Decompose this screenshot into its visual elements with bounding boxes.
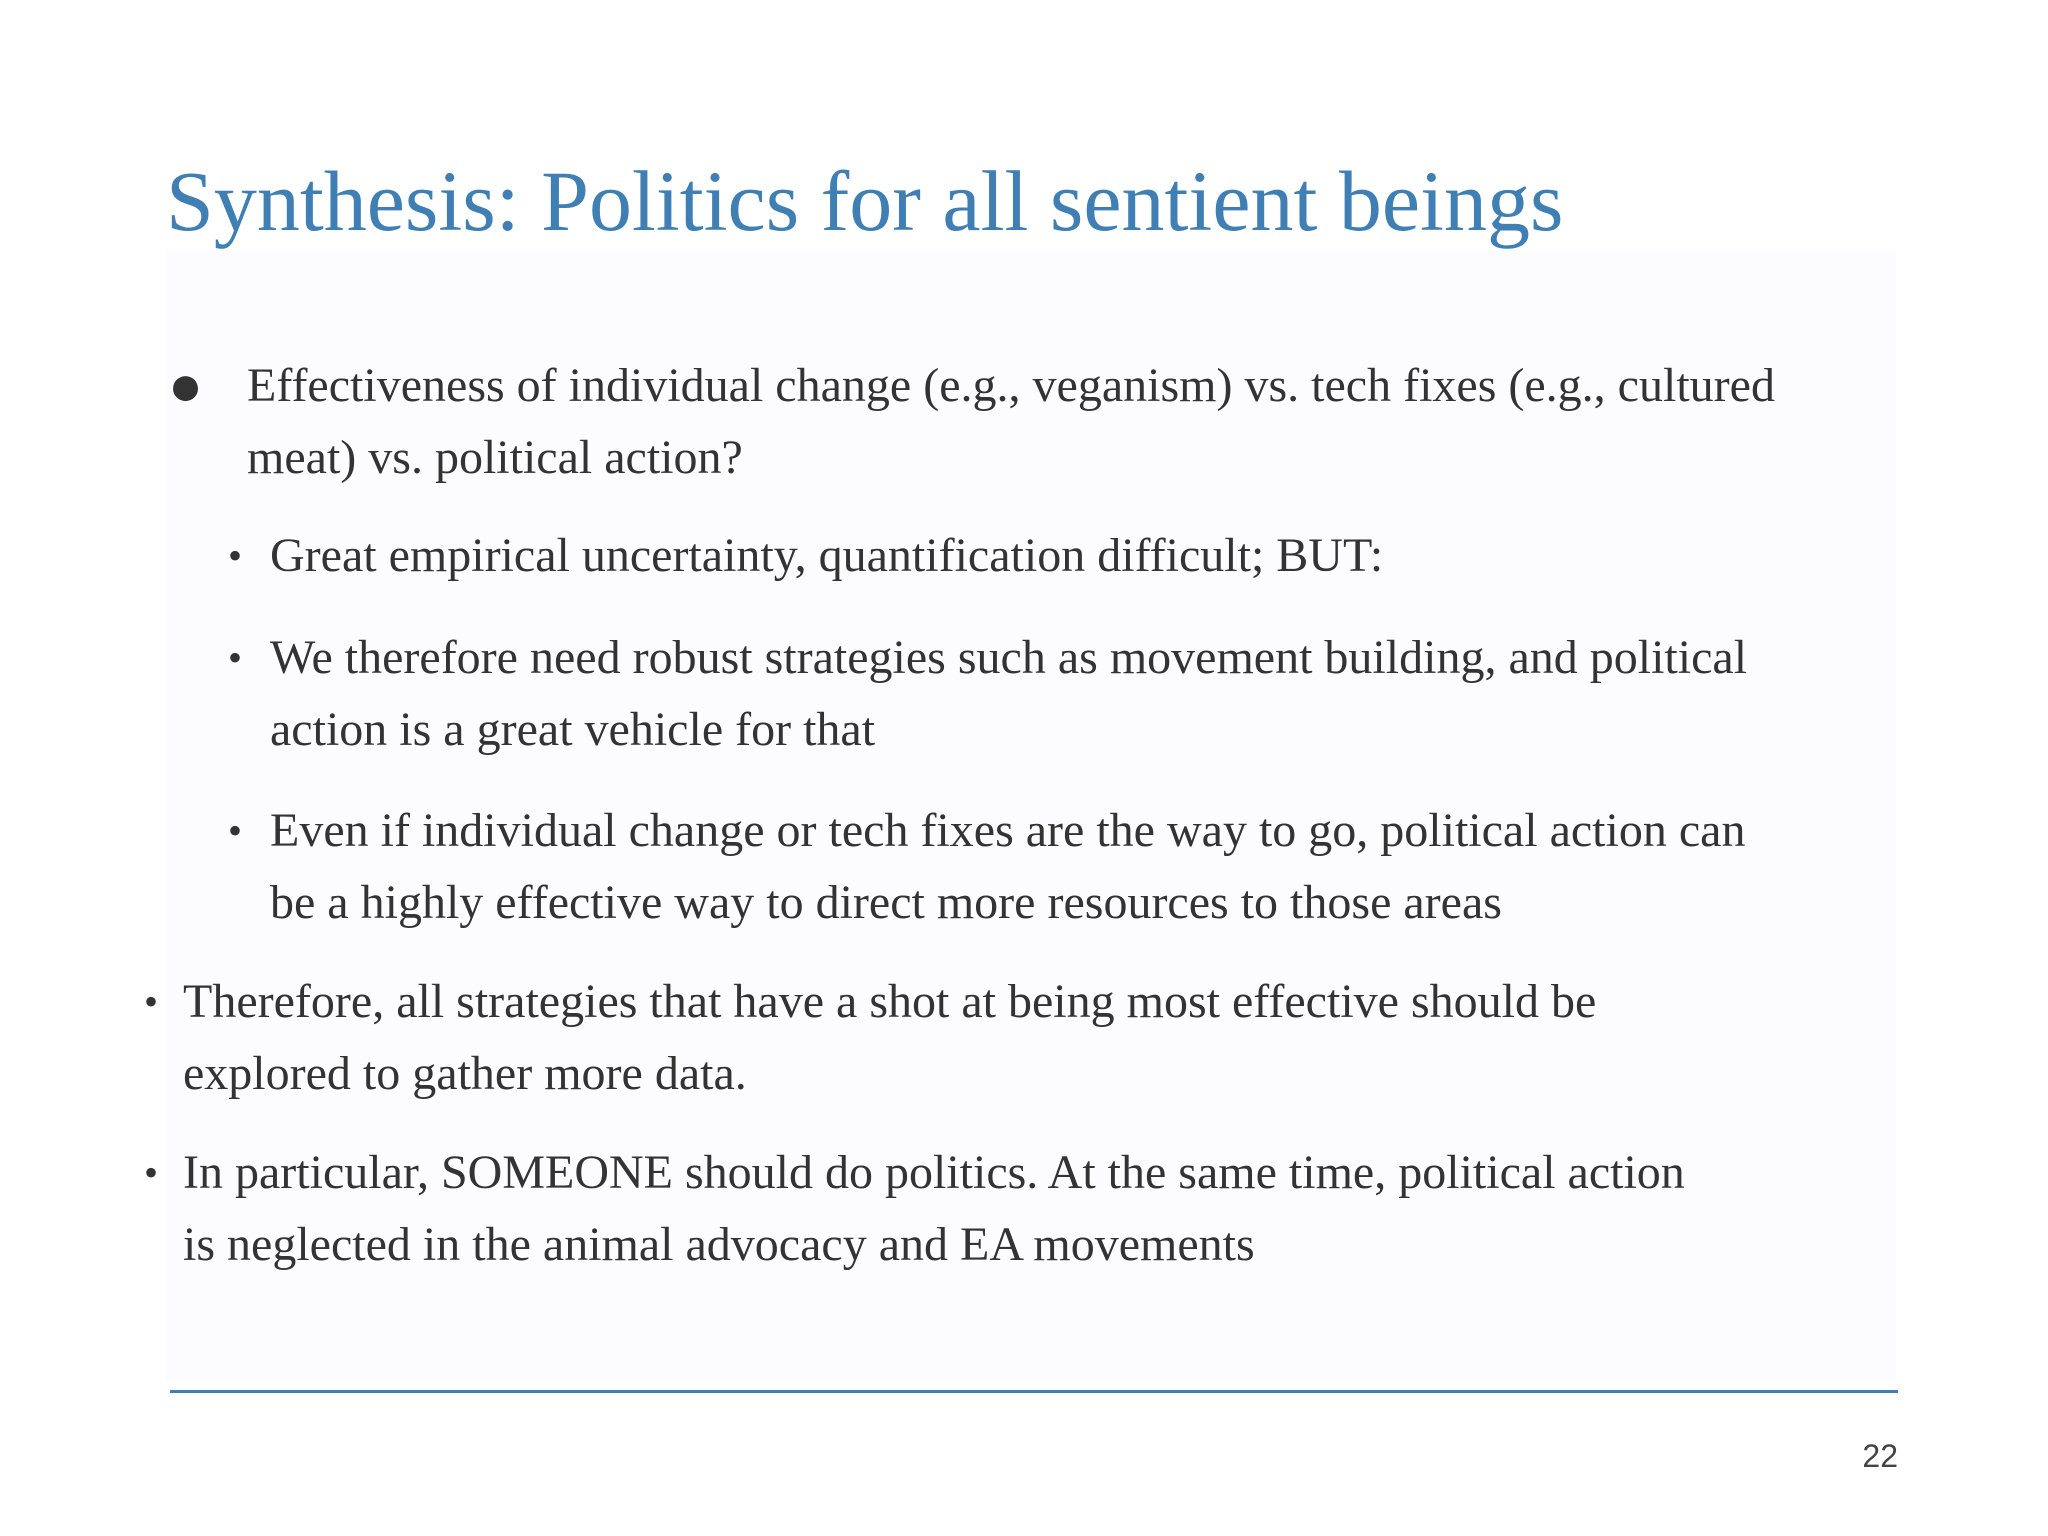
bullet-text-effectiveness: Effectiveness of individual change (e.g., veganism) vs. tech fixes (e.g., cultured meat) vs. political action? [247, 359, 1775, 484]
bullet-text-someone-politics: In particular, SOMEONE should do politics. At the same time, political action is neglected in the animal advocacy and EA movements [183, 1146, 1685, 1271]
slide-title: Synthesis: Politics for all sentient beings [166, 153, 1564, 249]
bullet-item-explore-strategies [183, 966, 1743, 1110]
sub-bullet-marker-2: • [228, 635, 243, 680]
sub-bullet-item-resources [270, 795, 1800, 939]
page-number: 22 [1862, 1438, 1898, 1474]
sub-bullet-text-uncertainty: Great empirical uncertainty, quantification difficult; BUT: [270, 529, 1384, 582]
sub-bullet-text-resources: Even if individual change or tech fixes are the way to go, political action can be a highly effective way to direct more resources to those areas [270, 804, 1746, 929]
bullet-text-explore-strategies: Therefore, all strategies that have a shot at being most effective should be explored to gather more data. [183, 975, 1597, 1100]
bullet-marker-3: • [144, 1150, 159, 1195]
bullet-marker-1: ● [168, 353, 204, 418]
bullet-item-effectiveness [247, 350, 1807, 494]
footer-divider [170, 1390, 1898, 1393]
sub-bullet-item-robust-strategies [270, 622, 1750, 766]
bullet-marker-2: • [144, 979, 159, 1024]
bullet-item-someone-politics [183, 1137, 1703, 1281]
sub-bullet-marker-3: • [228, 808, 243, 853]
sub-bullet-text-robust-strategies: We therefore need robust strategies such as movement building, and political action is a great vehicle for that [270, 631, 1748, 756]
sub-bullet-marker-1: • [228, 533, 243, 578]
sub-bullet-item-uncertainty [270, 520, 1830, 592]
